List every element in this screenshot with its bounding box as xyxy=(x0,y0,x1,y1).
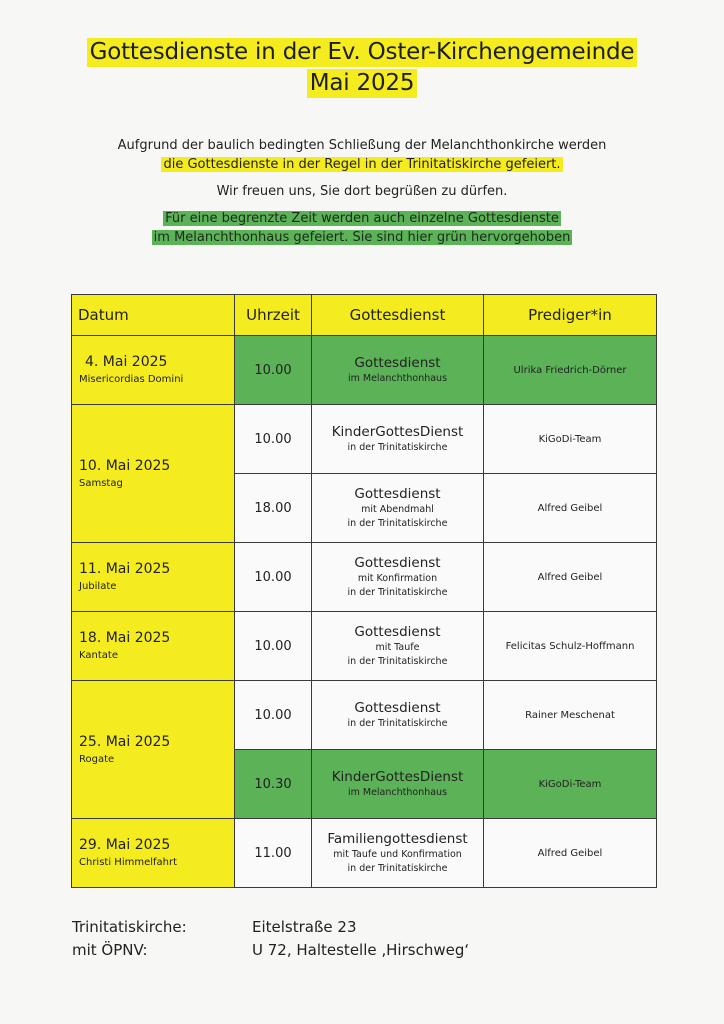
service-detail: mit Abendmahl xyxy=(361,503,434,515)
intro-line-1: Aufgrund der baulich bedingten Schließung der Melanchthonkirche werden xyxy=(117,138,607,153)
date-cell xyxy=(72,819,235,888)
intro-green-line-1: Für eine begrenzte Zeit werden auch einzelne Gottesdienste xyxy=(165,211,559,226)
header-date: Datum xyxy=(72,295,235,336)
intro-text xyxy=(0,136,724,247)
preacher-cell: Rainer Meschenat xyxy=(484,681,657,750)
service-title: Gottesdienst xyxy=(354,623,441,640)
table-row xyxy=(72,405,657,474)
table-row xyxy=(72,819,657,888)
date-cell xyxy=(72,612,235,681)
service-location: in der Trinitatiskirche xyxy=(347,586,448,598)
service-location: in der Trinitatiskirche xyxy=(347,862,448,874)
service-cell xyxy=(312,474,484,543)
header-service: Gottesdienst xyxy=(312,295,484,336)
preacher-cell: Alfred Geibel xyxy=(484,819,657,888)
preacher-cell: KiGoDi-Team xyxy=(484,405,657,474)
header-time: Uhrzeit xyxy=(235,295,312,336)
intro-green-line-2: im Melanchthonhaus gefeiert. Sie sind hier grün hervorgehoben xyxy=(153,230,571,245)
title-line-1: Gottesdienste in der Ev. Oster-Kirchengemeinde xyxy=(87,38,638,67)
preacher-cell: Felicitas Schulz-Hoffmann xyxy=(484,612,657,681)
footer-info xyxy=(72,916,469,962)
liturgical-day: Kantate xyxy=(79,650,118,661)
table-row xyxy=(72,612,657,681)
header-preacher: Prediger*in xyxy=(484,295,657,336)
date-cell xyxy=(72,405,235,543)
service-cell xyxy=(312,336,484,405)
preacher-cell: Ulrika Friedrich-Dörner xyxy=(484,336,657,405)
footer-address: Eitelstraße 23 xyxy=(252,918,357,936)
service-cell xyxy=(312,612,484,681)
service-title: Gottesdienst xyxy=(354,354,441,371)
service-title: Gottesdienst xyxy=(354,554,441,571)
time-cell: 10.30 xyxy=(235,750,312,819)
service-cell xyxy=(312,405,484,474)
date-cell xyxy=(72,681,235,819)
preacher-cell: Alfred Geibel xyxy=(484,474,657,543)
date-label: 10. Mai 2025 xyxy=(79,457,171,474)
table-row xyxy=(72,336,657,405)
page-title xyxy=(0,38,724,100)
date-label: 18. Mai 2025 xyxy=(79,630,171,646)
footer-label-church: Trinitatiskirche: xyxy=(72,918,187,936)
liturgical-day: Misericordias Domini xyxy=(79,374,184,385)
liturgical-day: Samstag xyxy=(79,477,123,489)
service-detail: mit Konfirmation xyxy=(357,572,438,584)
time-cell: 18.00 xyxy=(235,474,312,543)
preacher-cell: Alfred Geibel xyxy=(484,543,657,612)
table-row xyxy=(72,681,657,750)
footer-transit: U 72, Haltestelle ‚Hirschweg‘ xyxy=(252,941,470,959)
service-detail: mit Taufe xyxy=(375,641,420,653)
table-row xyxy=(72,543,657,612)
date-label: 29. Mai 2025 xyxy=(79,837,171,853)
time-cell: 10.00 xyxy=(235,336,312,405)
service-title: KinderGottesDienst xyxy=(331,423,464,440)
service-title: Familiengottesdienst xyxy=(327,830,468,847)
service-detail: in der Trinitatiskirche xyxy=(347,717,448,729)
time-cell: 10.00 xyxy=(235,612,312,681)
service-detail: im Melanchthonhaus xyxy=(347,786,448,798)
service-detail: mit Taufe und Konfirmation xyxy=(333,848,462,860)
service-detail: im Melanchthonhaus xyxy=(347,372,448,384)
schedule-table xyxy=(71,294,657,888)
intro-welcome: Wir freuen uns, Sie dort begrüßen zu dürfen. xyxy=(216,184,508,199)
preacher-cell: KiGoDi-Team xyxy=(484,750,657,819)
date-label: 4. Mai 2025 xyxy=(85,354,168,370)
service-location: in der Trinitatiskirche xyxy=(347,655,448,667)
time-cell: 10.00 xyxy=(235,681,312,750)
date-cell xyxy=(72,543,235,612)
service-title: Gottesdienst xyxy=(354,699,441,716)
table-header-row xyxy=(72,295,657,336)
date-label: 11. Mai 2025 xyxy=(79,561,171,577)
service-location: in der Trinitatiskirche xyxy=(347,517,448,529)
service-cell xyxy=(312,750,484,819)
time-cell: 10.00 xyxy=(235,543,312,612)
service-title: Gottesdienst xyxy=(354,485,441,502)
liturgical-day: Christi Himmelfahrt xyxy=(79,857,178,868)
service-detail: in der Trinitatiskirche xyxy=(347,441,448,453)
time-cell: 10.00 xyxy=(235,405,312,474)
footer-label-transit: mit ÖPNV: xyxy=(72,941,148,959)
liturgical-day: Jubilate xyxy=(79,581,117,592)
service-title: KinderGottesDienst xyxy=(331,768,464,785)
title-line-2: Mai 2025 xyxy=(307,69,418,98)
intro-line-2: die Gottesdienste in der Regel in der Trinitatiskirche gefeiert. xyxy=(163,157,561,172)
date-label: 25. Mai 2025 xyxy=(79,733,171,750)
time-cell: 11.00 xyxy=(235,819,312,888)
service-cell xyxy=(312,681,484,750)
service-cell xyxy=(312,543,484,612)
date-cell xyxy=(72,336,235,405)
liturgical-day: Rogate xyxy=(79,753,115,765)
service-cell xyxy=(312,819,484,888)
